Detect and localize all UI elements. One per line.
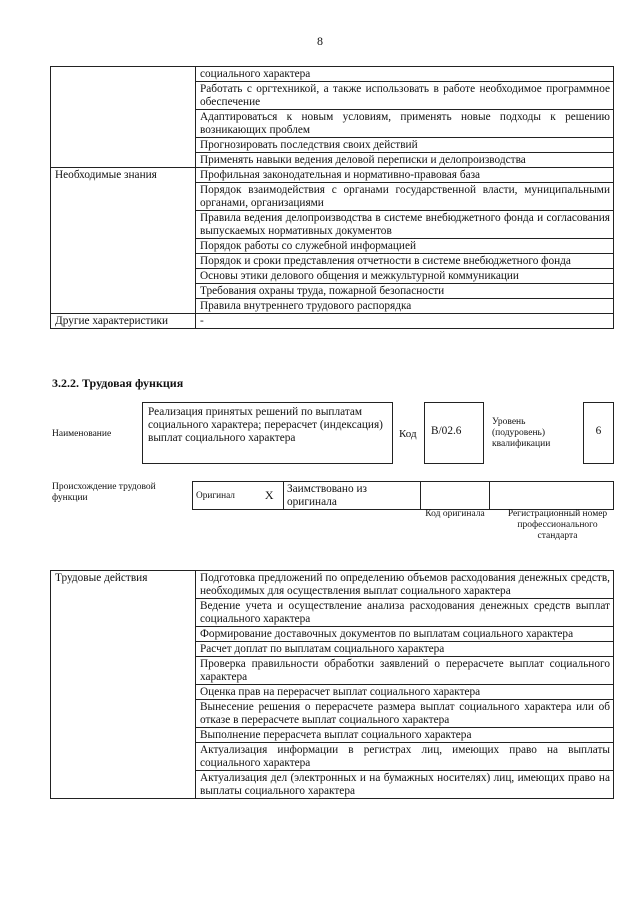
row-item: Оценка прав на перерасчет выплат социального характера — [196, 685, 614, 700]
skills-knowledge-table — [50, 66, 614, 329]
row-label: Необходимые знания — [51, 168, 196, 314]
table-row — [51, 571, 614, 599]
row-item: Актуализация информации в регистрах лиц, имеющих право на выплаты социального характера — [196, 743, 614, 771]
table-row — [51, 314, 614, 329]
original-mark: X — [264, 488, 274, 502]
row-item: Формирование доставочных документов по выплатам социального характера — [196, 627, 614, 642]
origin-label: Происхождение трудовой функции — [52, 482, 156, 503]
function-name-value: Реализация принятых решений по выплатам социального характера; перерасчет (индексация) выплат социального характера — [148, 406, 383, 444]
row-label: Трудовые действия — [51, 571, 196, 799]
function-name-box — [142, 402, 393, 464]
borrowed-label: Заимствовано из оригинала — [287, 483, 367, 508]
code-label: Код — [399, 428, 417, 440]
function-code-box — [424, 402, 484, 464]
row-item: Правила внутреннего трудового распорядка — [196, 299, 614, 314]
level-label: Уровень (подуровень) квалификации — [492, 417, 551, 449]
function-code-value: B/02.6 — [431, 425, 462, 437]
table-row — [51, 67, 614, 82]
row-item: Правила ведения делопроизводства в системе внебюджетного фонда и согласования выпускаемых нормативных документов — [196, 211, 614, 239]
code-original-cell — [421, 482, 490, 510]
reg-number-caption: Регистрационный номер профессионального стандарта — [507, 509, 608, 541]
level-box — [583, 402, 614, 464]
table-row — [51, 168, 614, 183]
reg-number-cell — [490, 482, 614, 510]
level-value: 6 — [595, 425, 602, 437]
page-number: 8 — [317, 34, 323, 48]
row-label — [51, 67, 196, 168]
row-item: Проверка правильности обработки заявлений о перерасчете выплат социального характера — [196, 657, 614, 685]
row-item: Адаптироваться к новым условиям, применять новые подходы к решению возникающих проблем — [196, 110, 614, 138]
row-item: Работать с оргтехникой, а также использовать в работе необходимое программное обеспечение — [196, 82, 614, 110]
row-item: Профильная законодательная и нормативно-правовая база — [196, 168, 614, 183]
section-heading: 3.2.2. Трудовая функция — [52, 376, 184, 390]
row-item: Вынесение решения о перерасчете размера выплат социального характера или об отказе в перерасчете выплат социального характера — [196, 700, 614, 728]
code-original-caption: Код оригинала — [425, 509, 485, 519]
labor-actions-table — [50, 570, 614, 799]
row-item: - — [196, 314, 614, 329]
row-item: Выполнение перерасчета выплат социального характера — [196, 728, 614, 743]
row-item: социального характера — [196, 67, 614, 82]
row-item: Порядок взаимодействия с органами государственной власти, муниципальными органами, организациями — [196, 183, 614, 211]
row-item: Основы этики делового общения и межкультурной коммуникации — [196, 269, 614, 284]
row-item: Ведение учета и осуществление анализа расходования денежных средств выплат социального характера — [196, 599, 614, 627]
row-item: Прогнозировать последствия своих действий — [196, 138, 614, 153]
row-item: Требования охраны труда, пожарной безопасности — [196, 284, 614, 299]
name-label: Наименование — [52, 429, 112, 439]
row-item: Порядок и сроки представления отчетности в системе внебюджетного фонда — [196, 254, 614, 269]
row-item: Порядок работы со служебной информацией — [196, 239, 614, 254]
row-item: Подготовка предложений по определению объемов расходования денежных средств, необходимых для осуществления выплат социального характера — [196, 571, 614, 599]
row-item: Актуализация дел (электронных и на бумажных носителях) лиц, имеющих право на выплаты социального характера — [196, 771, 614, 799]
row-item: Применять навыки ведения деловой переписки и делопроизводства — [196, 153, 614, 168]
original-label: Оригинал — [196, 491, 235, 501]
origin-table — [192, 481, 614, 510]
row-item: Расчет доплат по выплатам социального характера — [196, 642, 614, 657]
row-label: Другие характеристики — [51, 314, 196, 329]
